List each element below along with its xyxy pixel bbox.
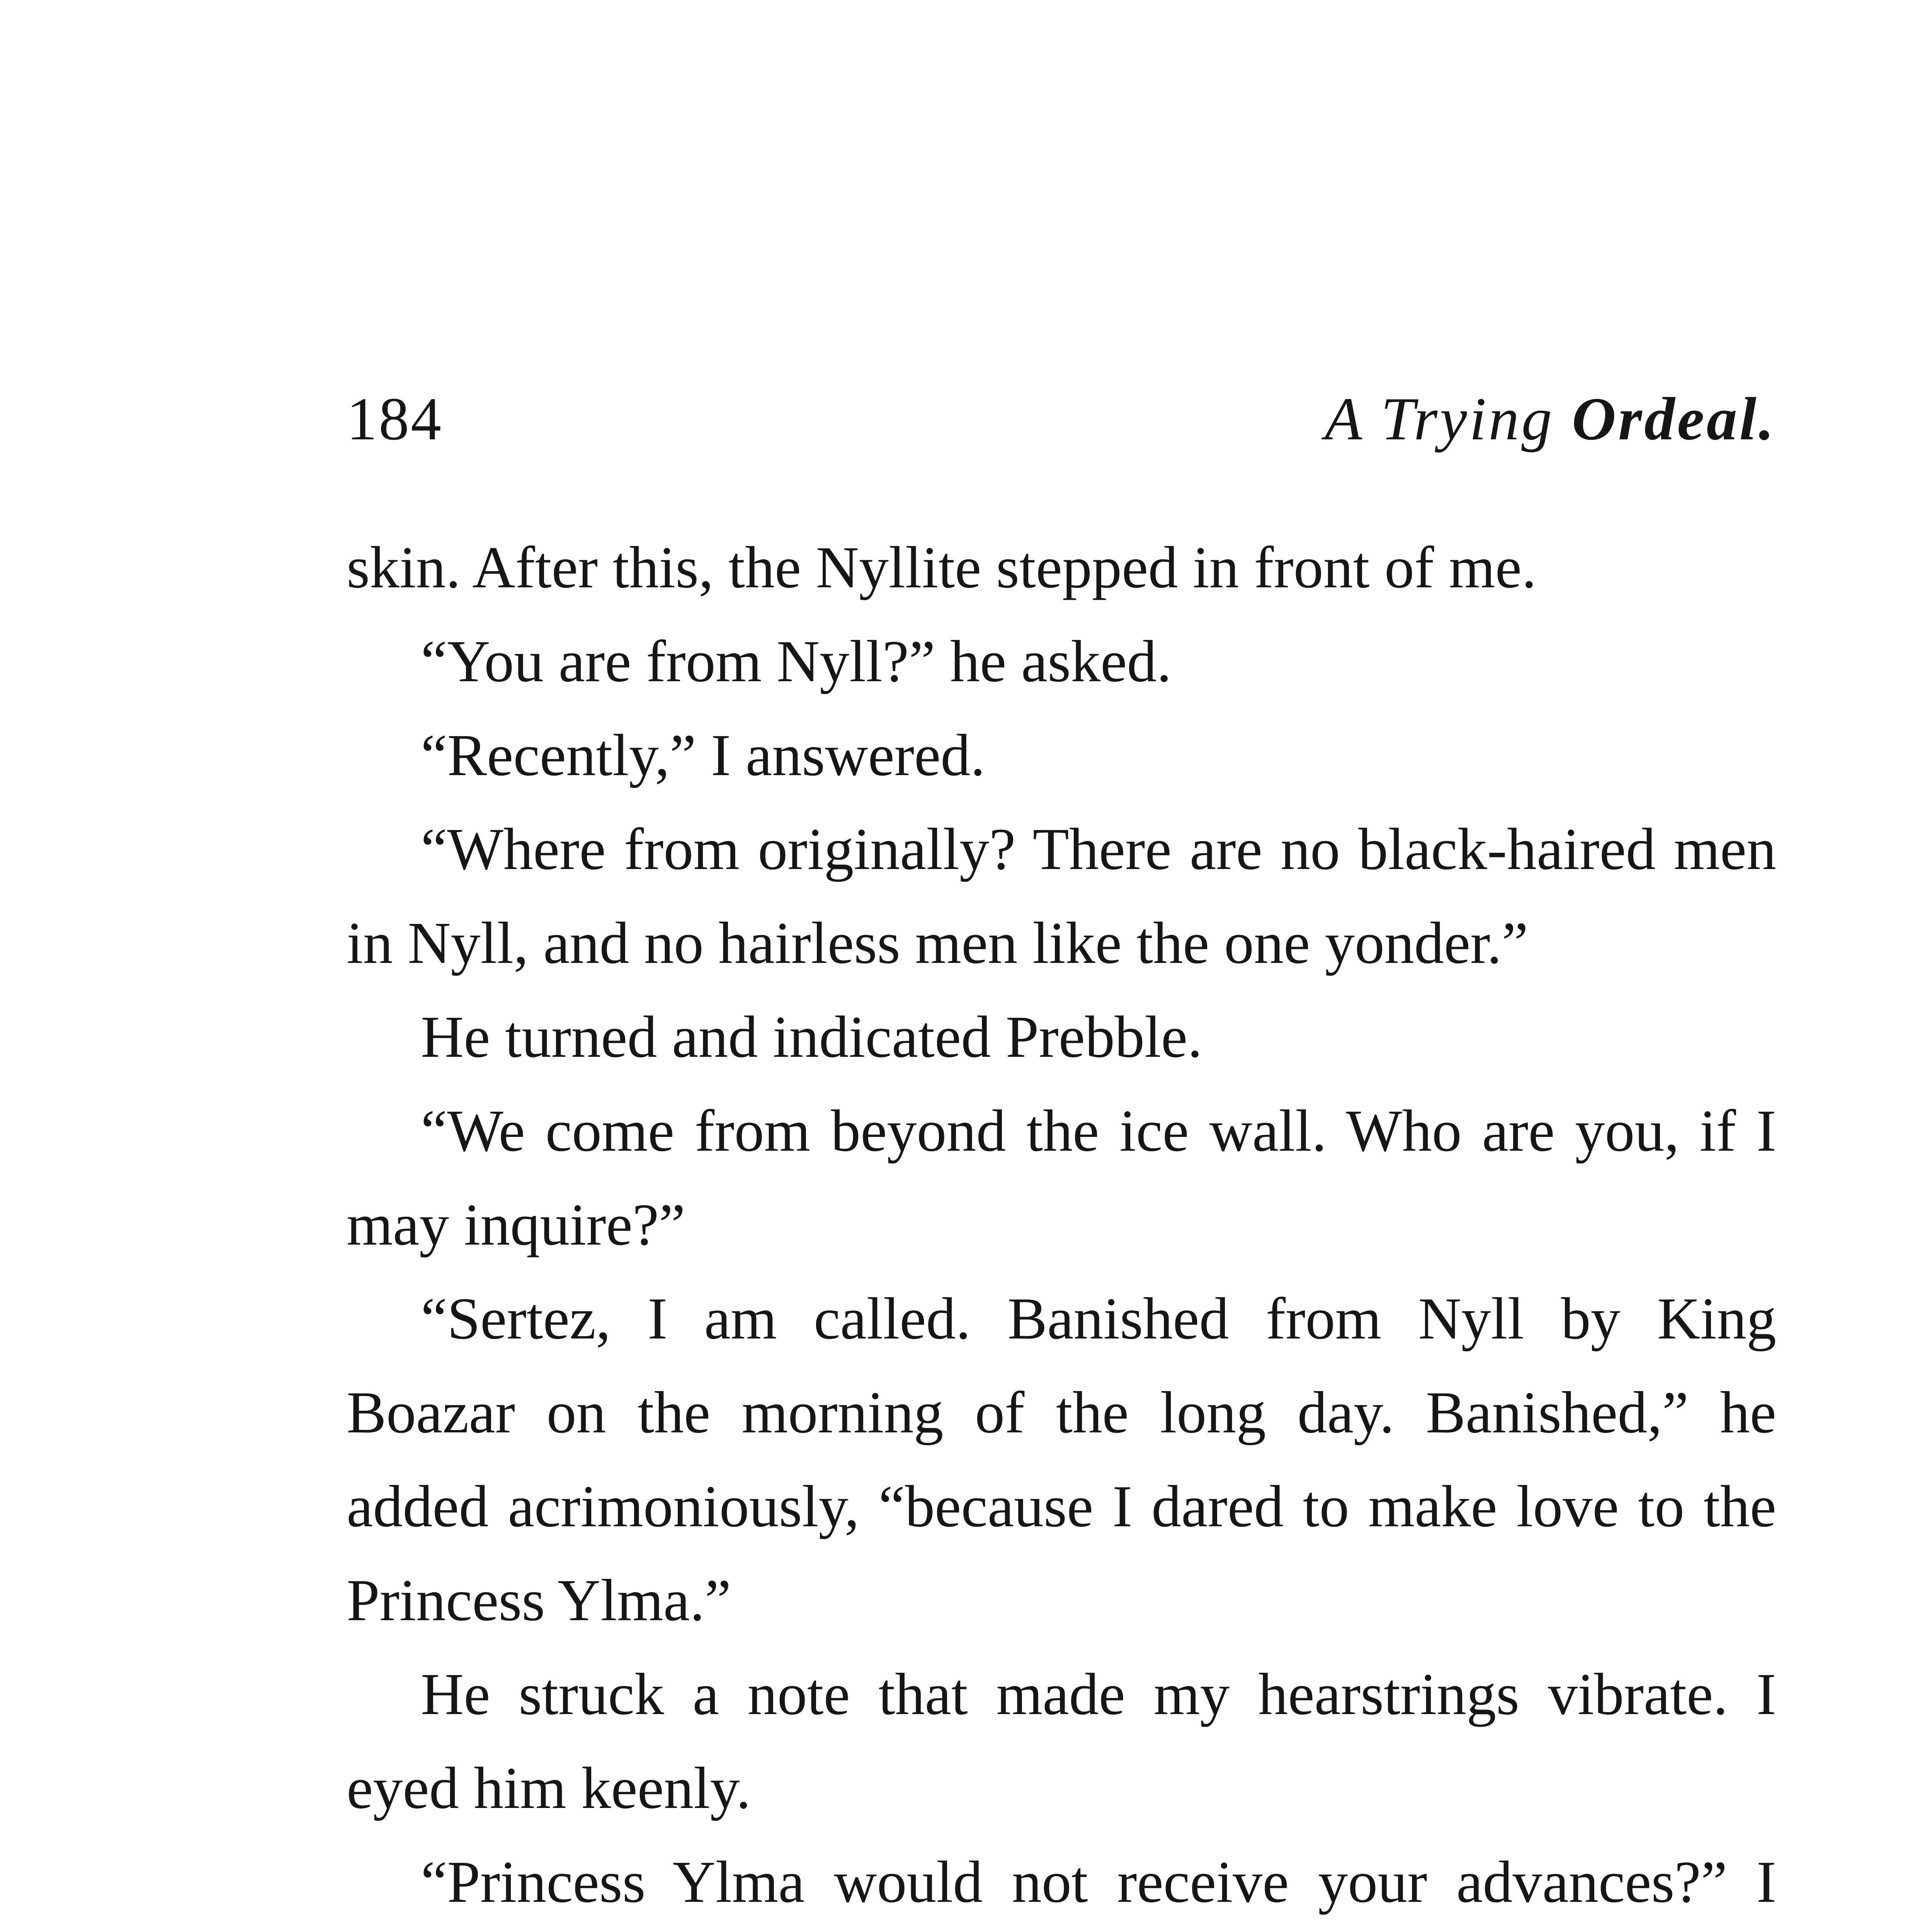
paragraph: He turned and indicated Prebble. bbox=[421, 1004, 1202, 1070]
paragraph: “Sertez, I am called. Banished from Nyll by King Boazar on the morning of the long day. Banished,” he added acrimoniously, “because I dared to make love to the Princess Ylma.” bbox=[347, 1286, 1776, 1633]
paragraph: “You are from Nyll?” he asked. bbox=[421, 629, 1172, 694]
paragraph: “Where from originally? There are no black-haired men in Nyll, and no hairless men like the one yonder.” bbox=[347, 816, 1776, 976]
page-number: 184 bbox=[347, 385, 443, 453]
paragraph: “Princess Ylma would not receive your advances?” I bbox=[421, 1849, 1776, 1915]
running-head bbox=[347, 381, 1776, 458]
paragraph: He struck a note that made my hearstrings vibrate. I eyed him keenly. bbox=[347, 1662, 1776, 1821]
running-title-emphasis: Ordeal. bbox=[1571, 385, 1776, 453]
running-title-prefix: A Trying bbox=[1325, 385, 1572, 453]
paragraph: “We come from beyond the ice wall. Who are you, if I may inquire?” bbox=[347, 1098, 1776, 1258]
running-title bbox=[1325, 381, 1776, 458]
paragraph-continuation: skin. After this, the Nyllite stepped in front of me. bbox=[347, 535, 1537, 600]
body-text bbox=[347, 521, 1776, 1932]
paragraph: “Recently,” I answered. bbox=[421, 723, 985, 788]
